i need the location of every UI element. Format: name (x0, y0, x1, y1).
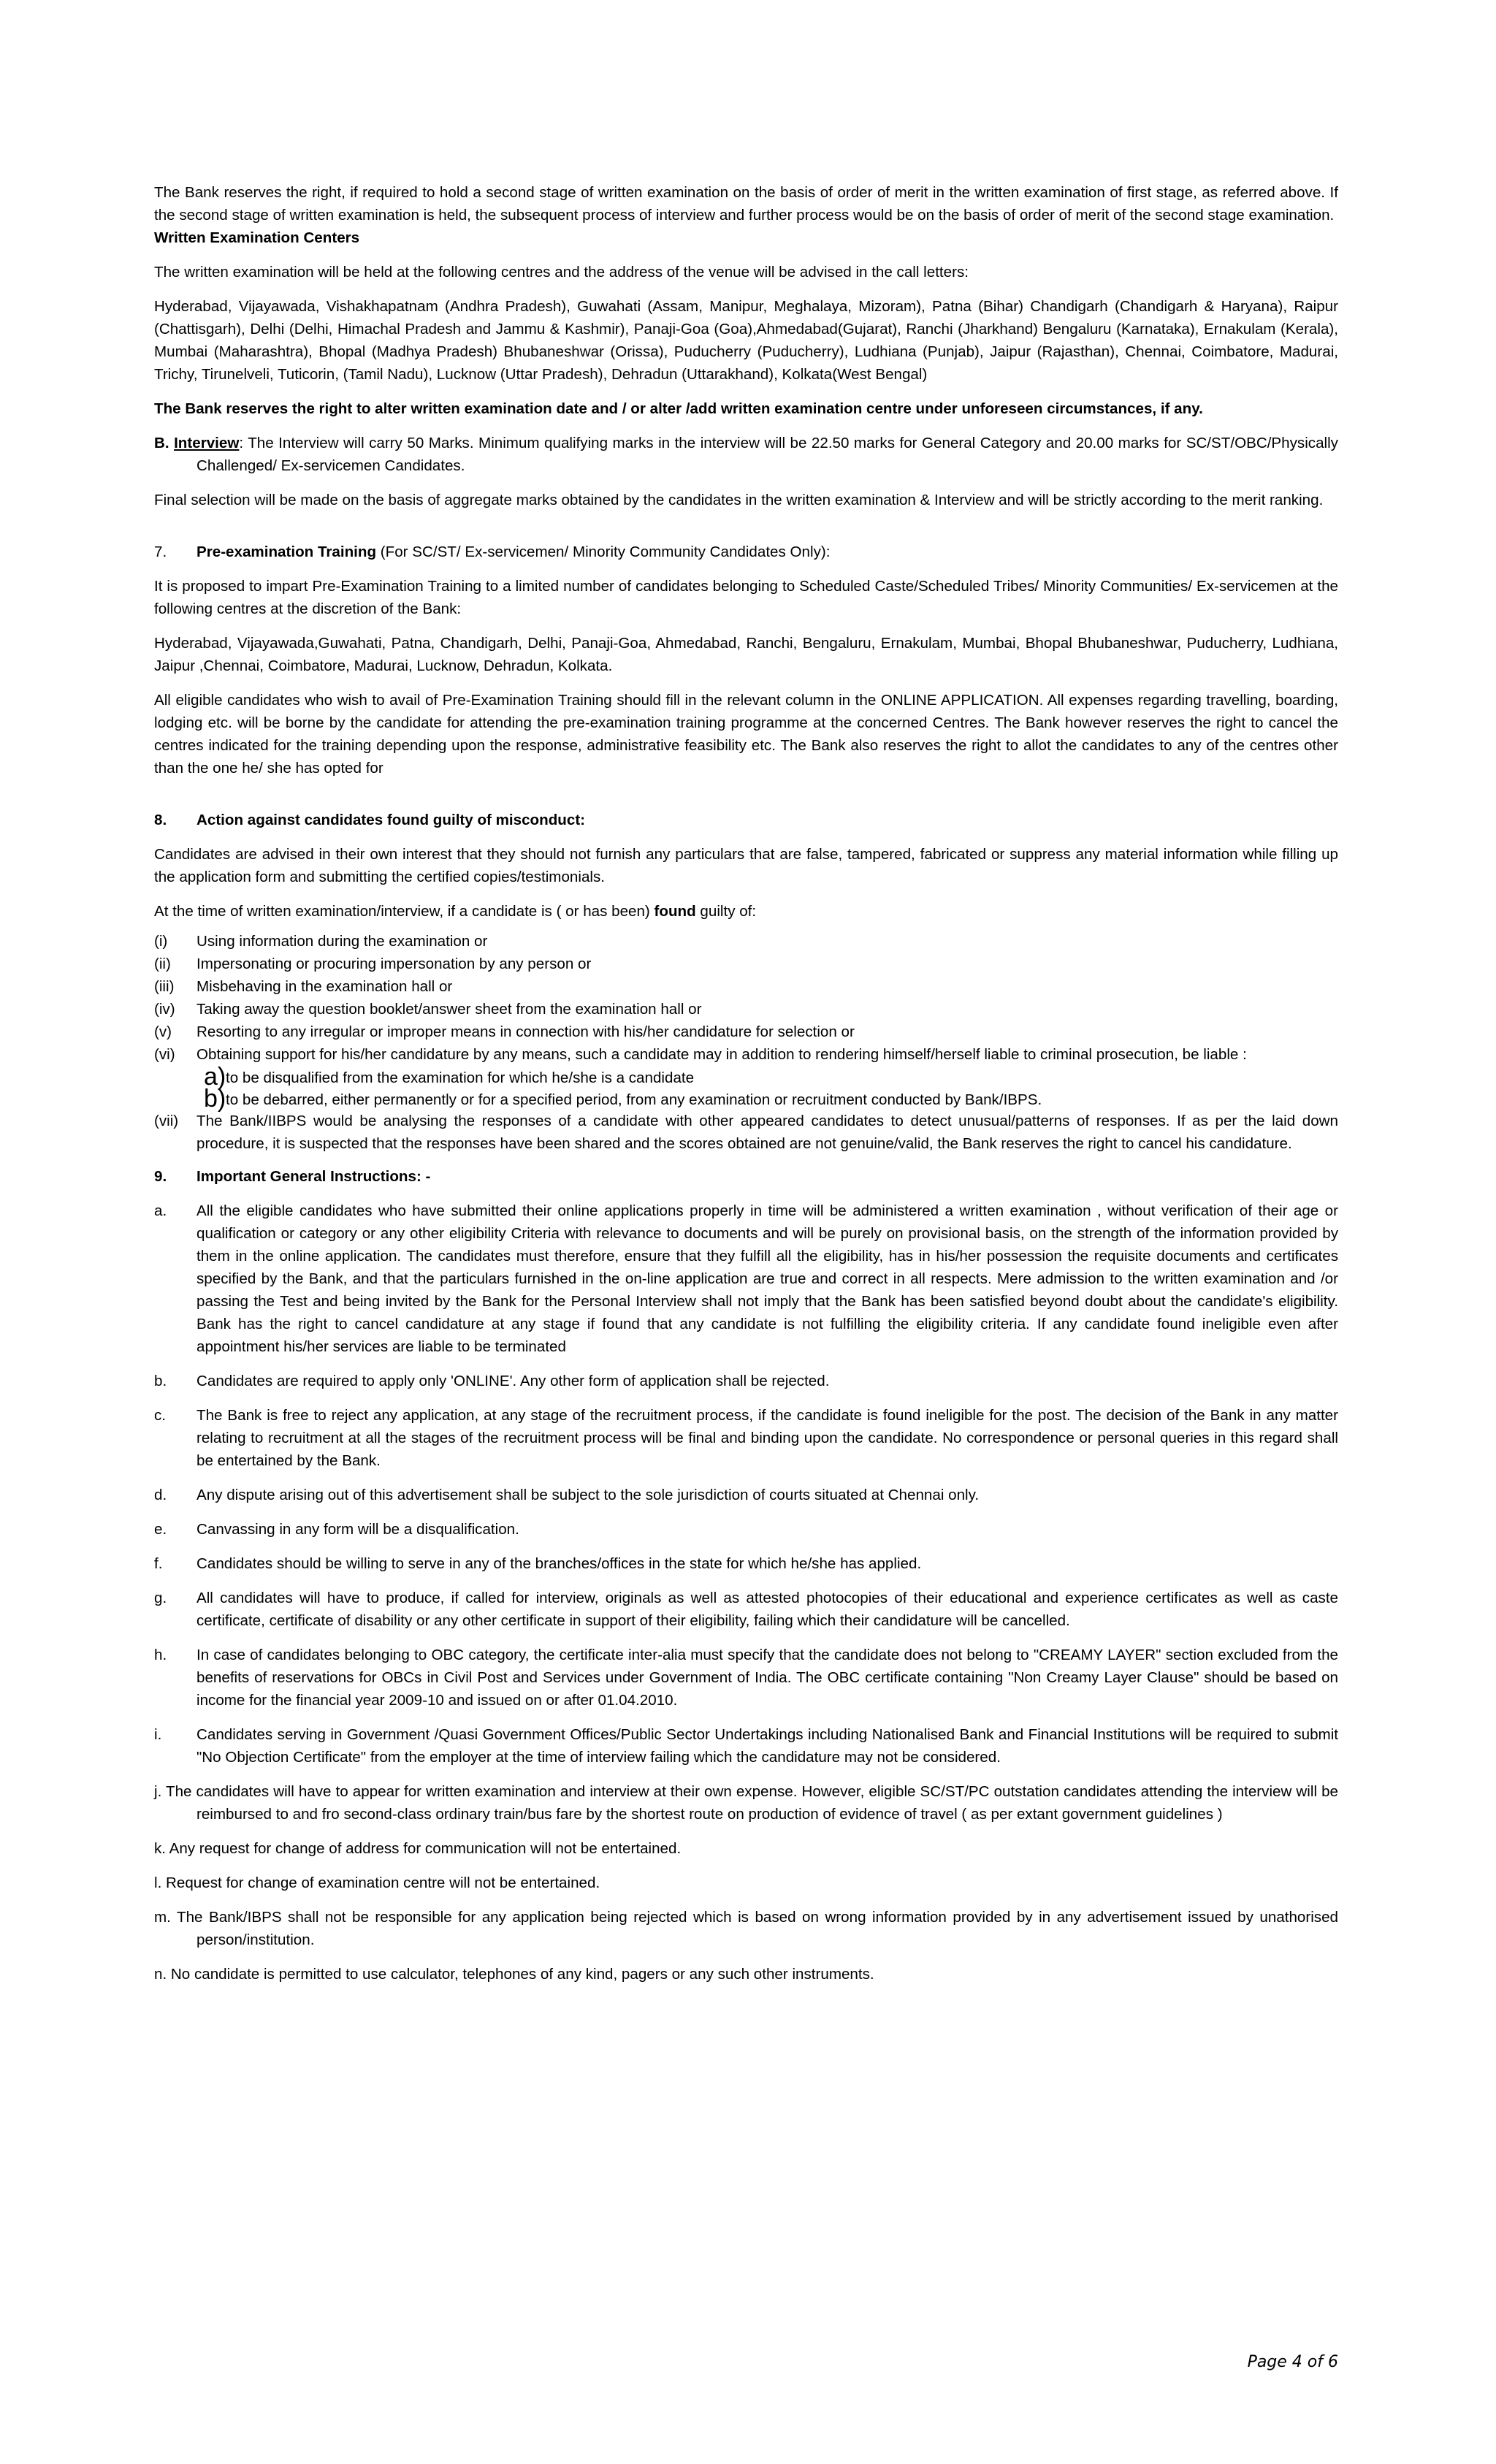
misconduct-item (154, 953, 1338, 975)
item-number: (vii) (154, 1113, 179, 1129)
item-number: (v) (154, 1023, 172, 1040)
section8-number: 8. (154, 812, 167, 828)
misconduct-item (154, 998, 1338, 1021)
subitem-letter: a) (204, 1063, 226, 1091)
instruction-text: The Bank is free to reject any application, at any stage of the recruitment process, if the candidate is found ineligible for the post. The decision of the Bank in any matter relating to recruitment at all the stages of the recruitment process will be final and binding upon the candidate. No correspondence or personal queries in this regard shall be entertained by the Bank. (196, 1407, 1338, 1469)
misconduct-item (154, 975, 1338, 998)
subitem-letter: b) (204, 1085, 226, 1113)
item-text: The Bank/IIBPS would be analysing the responses of a candidate with other appeared candidates to detect unusual/patterns of responses. If as per the laid down procedure, it is suspected that the responses have been shared and the scores obtained are not genuine/valid, the Bank reserves the right to cancel his candidature. (196, 1113, 1338, 1152)
instruction-item (154, 1723, 1338, 1769)
misconduct-item (154, 930, 1338, 953)
instruction-letter: a. (154, 1202, 167, 1219)
misconduct-item (154, 1043, 1338, 1066)
instruction-text: All the eligible candidates who have submitted their online applications properly in time will be administered a written examination , without verification of their age or qualification or category or any other eligibility Criteria with relevance to documents and will be purely on provisional basis, on the strength of the information provided by them in the online application. The candidates must therefore, ensure that they fulfill all the eligibility, has in his/her possession the requisite documents and certificates specified by the Bank, and that the particulars furnished in the on-line application are true and correct in all respects. Mere admission to the written examination and /or passing the Test and being invited by the Bank for the Personal Interview shall not imply that the Bank has been satisfied beyond doubt about the candidate's eligibility. Bank has the right to cancel candidature at any stage if found that any candidate is not fulfilling the eligibility criteria. If any candidate found ineligible even after appointment his/her services are liable to be terminated (196, 1202, 1338, 1355)
instruction-item (154, 1404, 1338, 1472)
instruction-j: j. The candidates will have to appear for written examination and interview at their own expense. However, eligible SC/ST/PC outstation candidates attending the interview will be reimbursed to and fro second-class ordinary train/bus fare by the shortest route on production of evidence of travel ( as per extant government guidelines ) (154, 1783, 1338, 1823)
misconduct-list (154, 930, 1338, 1155)
instruction-letter: e. (154, 1521, 167, 1538)
interview-paragraph (154, 432, 1338, 477)
instruction-item (154, 1552, 1338, 1575)
section7-para1: It is proposed to impart Pre-Examination Training to a limited number of candidates belonging to Scheduled Caste/Scheduled Tribes/ Minority Communities/ Ex-servicemen at the following centres at the discretion of the Bank: (154, 578, 1338, 617)
instruction-text: Any dispute arising out of this advertisement shall be subject to the sole jurisdiction of courts situated at Chennai only. (196, 1487, 980, 1503)
instruction-letter: g. (154, 1590, 167, 1606)
reserve-notice: The Bank reserves the right to alter written examination date and / or alter /add written examination centre under unforeseen circumstances, if any. (154, 400, 1203, 417)
section8-title: Action against candidates found guilty of misconduct: (196, 812, 586, 828)
section8-para2-bold: found (654, 903, 696, 920)
instruction-k: k. Any request for change of address for communication will not be entertained. (154, 1840, 682, 1857)
item-number: (iii) (154, 978, 175, 995)
section7-number: 7. (154, 543, 167, 560)
item-number: (ii) (154, 956, 171, 972)
item-text: Taking away the question booklet/answer sheet from the examination hall or (196, 1001, 702, 1018)
item-text: Obtaining support for his/her candidature by any means, such a candidate may in addition to rendering himself/herself liable to criminal prosecution, be liable : (196, 1046, 1247, 1063)
item-number: (i) (154, 933, 168, 950)
item-text: Impersonating or procuring impersonation by any person or (196, 956, 592, 972)
section8-para1: Candidates are advised in their own interest that they should not furnish any particulars that are false, tampered, fabricated or suppress any material information while filling up the application form and submitting the certified copies/testimonials. (154, 846, 1338, 885)
instruction-n: n. No candidate is permitted to use calculator, telephones of any kind, pagers or any such other instruments. (154, 1966, 874, 1983)
instruction-l: l. Request for change of examination centre will not be entertained. (154, 1874, 600, 1891)
centers-heading: Written Examination Centers (154, 229, 360, 246)
interview-text: : The Interview will carry 50 Marks. Minimum qualifying marks in the interview will be 22.50 marks for General Category and 20.00 marks for SC/ST/OBC/Physically Challenged/ Ex-servicemen Candidates. (196, 435, 1338, 474)
instruction-letter: b. (154, 1373, 167, 1389)
misconduct-subitem (154, 1063, 1338, 1091)
instruction-letter: i. (154, 1726, 162, 1743)
misconduct-item (154, 1021, 1338, 1043)
section8-para2 (154, 900, 1338, 923)
instruction-m: m. The Bank/IBPS shall not be responsible for any application being rejected which is based on wrong information provided by in any advertisement issued by unathorised person/institution. (154, 1909, 1338, 1948)
instruction-item (154, 1370, 1338, 1392)
instruction-item (154, 1644, 1338, 1712)
instruction-item (154, 1587, 1338, 1632)
section9-title: Important General Instructions: - (196, 1168, 431, 1185)
instruction-text: In case of candidates belonging to OBC category, the certificate inter-alia must specify that the candidate does not belong to "CREAMY LAYER" section excluded from the benefits of reservations for OBCs in Civil Post and Services under Government of India. The OBC certificate containing "Non Creamy Layer Clause" should be based on income for the financial year 2009-10 and issued on or after 01.04.2010. (196, 1647, 1338, 1709)
section7-para2: Hyderabad, Vijayawada,Guwahati, Patna, Chandigarh, Delhi, Panaji-Goa, Ahmedabad, Ranchi, Bengaluru, Ernakulam, Mumbai, Bhopal Bhubaneshwar, Puducherry, Ludhiana, Jaipur ,Chennai, Coimbatore, Madurai, Lucknow, Dehradun, Kolkata. (154, 635, 1338, 674)
section8-heading (154, 809, 1338, 831)
item-text: Resorting to any irregular or improper means in connection with his/her candidature for selection or (196, 1023, 855, 1040)
interview-label: Interview (174, 435, 240, 451)
instruction-letter: f. (154, 1555, 163, 1572)
item-number: (vi) (154, 1046, 175, 1063)
centers-list: Hyderabad, Vijayawada, Vishakhapatnam (Andhra Pradesh), Guwahati (Assam, Manipur, Meghalaya, Mizoram), Patna (Bihar) Chandigarh (Chandigarh & Haryana), Raipur (Chattisgarh), Delhi (Delhi, Himachal Pradesh and Jammu & Kashmir), Panaji-Goa (Goa),Ahmedabad(Gujarat), Ranchi (Jharkhand) Bengaluru (Karnataka), Ernakulam (Kerala), Mumbai (Maharashtra), Bhopal (Madhya Pradesh) Bhubaneshwar (Orissa), Puducherry (Puducherry), Ludhiana (Punjab), Jaipur (Rajasthan), Chennai, Coimbatore, Madurai, Trichy, Tirunelveli, Tuticorin, (Tamil Nadu), Lucknow (Uttar Pradesh), Dehradun (Uttarakhand), Kolkata(West Bengal) (154, 298, 1338, 383)
section7-heading (154, 541, 1338, 563)
instruction-item (154, 1518, 1338, 1541)
section9-number: 9. (154, 1168, 167, 1185)
item-text: Using information during the examination or (196, 933, 488, 950)
instruction-text: All candidates will have to produce, if called for interview, originals as well as attested photocopies of their educational and experience certificates as well as caste certificate, certificate of disability or any other certificate in support of their eligibility, failing which their candidature will be cancelled. (196, 1590, 1338, 1629)
instruction-text: Canvassing in any form will be a disqualification. (196, 1521, 519, 1538)
instruction-item (154, 1199, 1338, 1358)
section7-title: Pre-examination Training (196, 543, 377, 560)
instruction-text: Candidates should be willing to serve in any of the branches/offices in the state for which he/she has applied. (196, 1555, 922, 1572)
document-body (154, 181, 1338, 1986)
page-number: Page 4 of 6 (1247, 2353, 1338, 2371)
instruction-letter: d. (154, 1487, 167, 1503)
section8-para2-post: guilty of: (695, 903, 757, 920)
item-number: (iv) (154, 1001, 175, 1018)
instruction-item (154, 1484, 1338, 1506)
section7-para3: All eligible candidates who wish to avail of Pre-Examination Training should fill in the relevant column in the ONLINE APPLICATION. All expenses regarding travelling, boarding, lodging etc. will be borne by the candidate for attending the pre-examination training programme at the concerned Centres. The Bank however reserves the right to cancel the centres indicated for the training depending upon the response, administrative feasibility etc. The Bank also reserves the right to allot the candidates to any of the centres other than the one he/ she has opted for (154, 692, 1338, 777)
centers-intro: The written examination will be held at the following centres and the address of the venue will be advised in the call letters: (154, 264, 969, 281)
subitem-text: to be disqualified from the examination for which he/she is a candidate (226, 1069, 695, 1086)
section7-subtitle: (For SC/ST/ Ex-servicemen/ Minority Community Candidates Only): (376, 543, 831, 560)
final-selection: Final selection will be made on the basis of aggregate marks obtained by the candidates in the written examination & Interview and will be strictly according to the merit ranking. (154, 492, 1324, 508)
instruction-text: Candidates serving in Government /Quasi Government Offices/Public Sector Undertakings including Nationalised Bank and Financial Institutions will be required to submit "No Objection Certificate" from the employer at the time of interview failing which the candidature may not be considered. (196, 1726, 1338, 1766)
subitem-text: to be debarred, either permanently or for a specified period, from any examination or recruitment conducted by Bank/IBPS. (226, 1091, 1042, 1108)
second-stage-paragraph: The Bank reserves the right, if required to hold a second stage of written examination on the basis of order of merit in the written examination of first stage, as referred above. If the second stage of written examination is held, the subsequent process of interview and further process would be on the basis of order of merit of the second stage examination. (154, 184, 1338, 224)
section9-heading (154, 1165, 1338, 1188)
misconduct-subitem (154, 1085, 1338, 1113)
section8-para2-pre: At the time of written examination/interview, if a candidate is ( or has been) (154, 903, 654, 920)
instruction-letter: h. (154, 1647, 167, 1663)
item-text: Misbehaving in the examination hall or (196, 978, 453, 995)
instruction-letter: c. (154, 1407, 167, 1424)
misconduct-item (154, 1110, 1338, 1155)
interview-letter: B. (154, 435, 169, 451)
instruction-text: Candidates are required to apply only 'ONLINE'. Any other form of application shall be rejected. (196, 1373, 830, 1389)
